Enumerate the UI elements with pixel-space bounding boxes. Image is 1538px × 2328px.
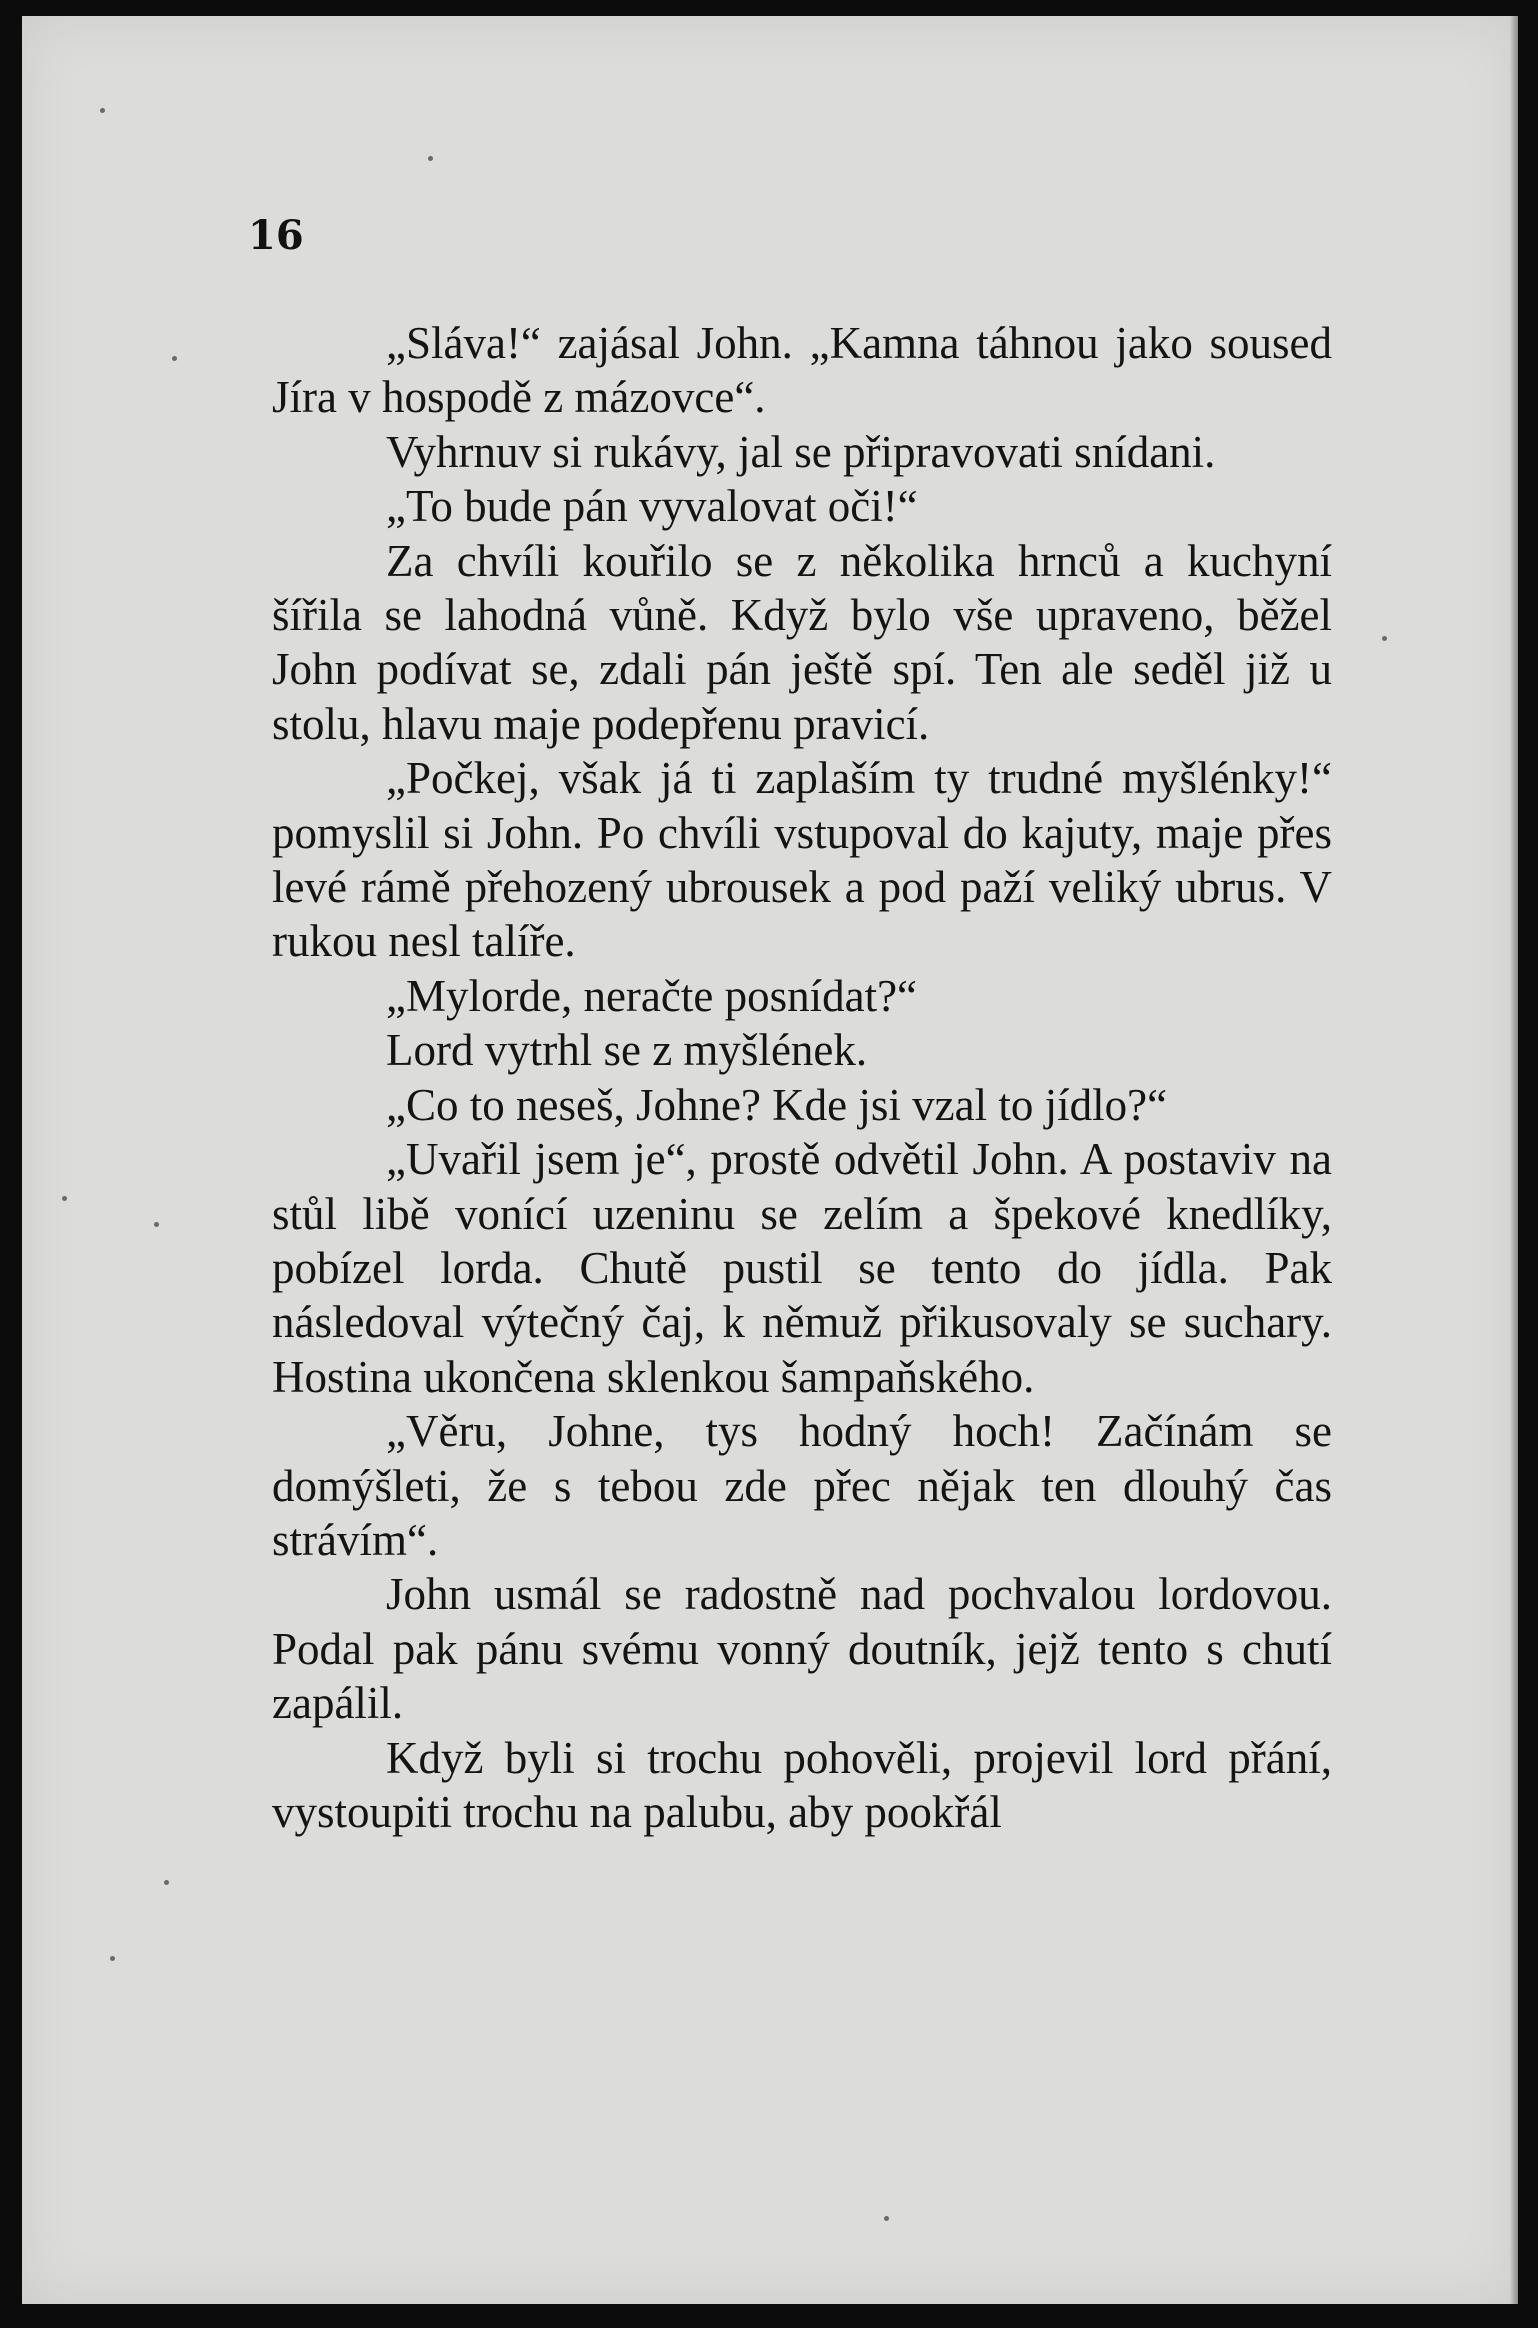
- paper-speck: [428, 156, 433, 161]
- paper-speck: [172, 356, 177, 361]
- paragraph: „Věru, Johne, tys hodný hoch! Začínám se domýšleti, že s tebou zde přec nějak ten dlouhý čas strávím“.: [272, 1406, 1332, 1565]
- paragraph: Když byli si trochu pohověli, projevil lord přání, vystoupiti trochu na palubu, aby pookřál: [272, 1732, 1332, 1837]
- paragraph: „Mylorde, neračte posnídat?“: [386, 970, 918, 1021]
- paragraph: „Počkej, však já ti zaplaším ty trudné myšlénky!“ pomyslil si John. Po chvíli vstupoval do kajuty, maje přes levé rámě přehozený ubrousek a pod paží veliký ubrus. V rukou nesl talíře.: [272, 753, 1332, 967]
- paper-speck: [884, 2216, 889, 2221]
- paragraph: „Co to neseš, Johne? Kde jsi vzal to jídlo?“: [386, 1079, 1168, 1130]
- body-text: [272, 316, 1332, 1839]
- paper-speck: [62, 1196, 67, 1201]
- paper-speck: [164, 1880, 169, 1885]
- book-page: [22, 16, 1518, 2304]
- paragraph: Vyhrnuv si rukávy, jal se připravovati snídani.: [386, 426, 1216, 477]
- paragraph: „To bude pán vyvalovat oči!“: [386, 481, 918, 532]
- paragraph: John usmál se radostně nad pochvalou lordovou. Podal pak pánu svému vonný doutník, jejž tento s chutí zapálil.: [272, 1569, 1332, 1729]
- paper-speck: [110, 1956, 115, 1961]
- paragraph: Za chvíli kouřilo se z několika hrnců a kuchyní šířila se lahodná vůně. Když bylo vše upraveno, běžel John podívat se, zdali pán ještě spí. Ten ale seděl již u stolu, hlavu maje podepřenu pravicí.: [272, 535, 1332, 749]
- paragraph: „Sláva!“ zajásal John. „Kamna táhnou jako soused Jíra v hospodě z mázovce“.: [272, 318, 1332, 423]
- paragraph: Lord vytrhl se z myšlének.: [386, 1025, 868, 1076]
- paper-speck: [100, 108, 105, 113]
- paper-speck: [1382, 636, 1387, 641]
- paper-speck: [154, 1222, 159, 1227]
- paragraph: „Uvařil jsem je“, prostě odvětil John. A postaviv na stůl libě vonící uzeninu se zelím a špekové knedlíky, pobízel lorda. Chutě pustil se tento do jídla. Pak následoval výtečný čaj, k němuž přikusovaly se suchary. Hostina ukončena sklenkou šampaňského.: [272, 1134, 1332, 1402]
- page-number: 16: [248, 212, 304, 259]
- page-edge: [1510, 16, 1518, 2304]
